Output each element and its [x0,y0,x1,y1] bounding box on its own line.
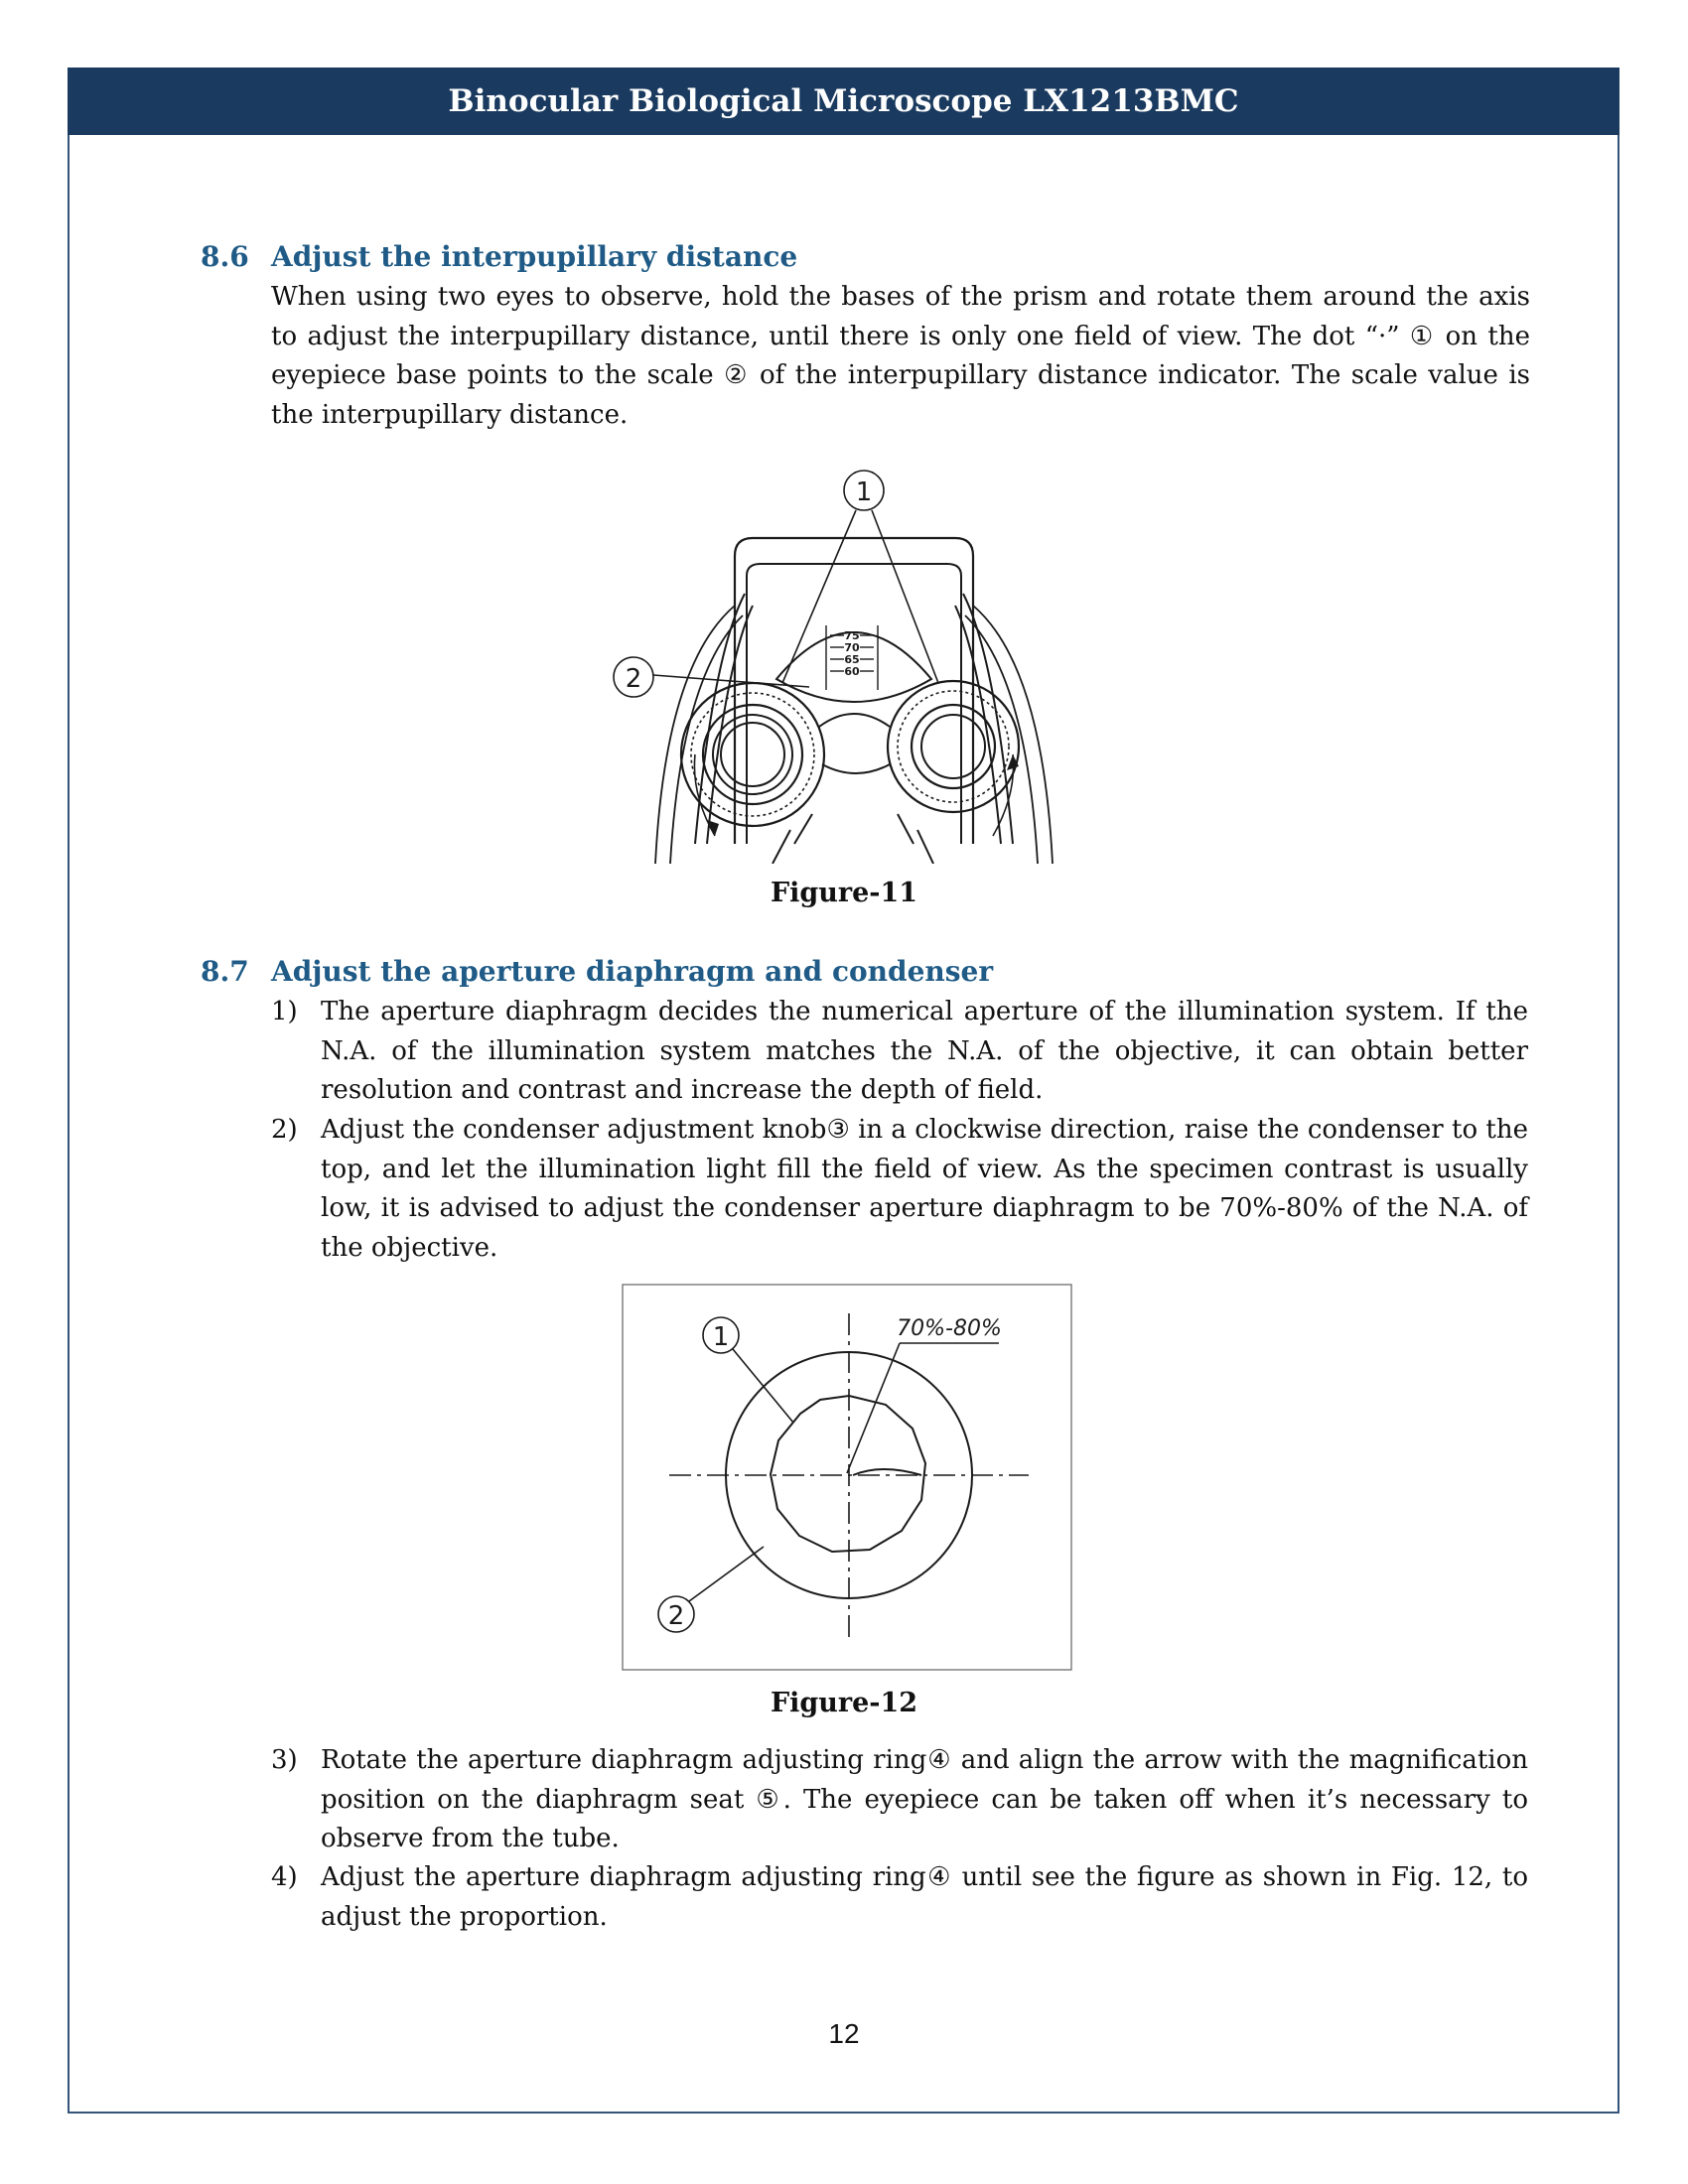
list-item-text: The aperture diaphragm decides the numerical aperture of the illumination system. If the N.A. of the illumination system matches the N.A. of the objective, it can obtain better resolution and contrast and increase the depth of field. [321,997,1528,1105]
list-item-number: 2) [271,1115,298,1145]
fig11-scale-label: 70 [844,641,860,654]
list-item [271,1111,1530,1270]
page-number: 12 [828,2018,860,2049]
section-title: Adjust the aperture diaphragm and condenser [271,955,994,988]
list-item-number: 3) [271,1745,298,1775]
section-heading-8-7 [201,955,1194,991]
fig11-callout-2: 2 [625,664,642,694]
section-number: 8.6 [201,240,249,273]
list-item-number: 4) [271,1862,298,1892]
fig12-callout-1: 1 [712,1322,730,1352]
fig11-scale-label: 65 [844,653,860,666]
document-header-title: Binocular Biological Microscope LX1213BMC [68,68,1619,135]
list-item [271,1741,1530,1860]
section-title: Adjust the interpupillary distance [271,240,798,273]
figure-12-aperture-diagram [622,1284,1072,1671]
figure-11-caption: Figure-11 [770,878,918,908]
figure-11-binocular-head [596,467,1112,864]
section-number: 8.7 [201,955,249,988]
section-8-6-body: When using two eyes to observe, hold the bases of the prism and rotate them around the axis to adjust the interpupillary distance, until there is only one field of view. The dot “·” ① on the eyepiece base points to the scale ② of the interpupillary distance indicator. The scale value is the interpupillary distance. [271,282,1530,430]
list-item-text: Adjust the aperture diaphragm adjusting ring④ until see the figure as shown in Fig. 12, to adjust the proportion. [321,1862,1528,1932]
figure-12-caption: Figure-12 [770,1688,918,1718]
list-item [271,1858,1530,1938]
fig11-scale-label: 60 [844,665,860,678]
list-item-text: Rotate the aperture diaphragm adjusting ring④ and align the arrow with the magnification position on the diaphragm seat ⑤. The eyepiece can be taken off when it’s necessary to observe from the tube. [321,1745,1528,1853]
fig12-callout-2: 2 [667,1601,685,1631]
list-item-text: Adjust the condenser adjustment knob③ in a clockwise direction, raise the condenser to the top, and let the illumination light fill the field of view. As the specimen contrast is usually low, it is advised to adjust the condenser aperture diaphragm to be 70%-80% of the N.A. of the objective. [321,1115,1528,1263]
list-item [271,993,1530,1112]
list-item-number: 1) [271,997,298,1026]
fig12-ratio-label: 70%-80% [897,1316,1002,1341]
fig11-scale-label: 75 [844,629,860,642]
fig11-callout-1: 1 [855,478,873,507]
section-heading-8-6 [201,240,995,276]
